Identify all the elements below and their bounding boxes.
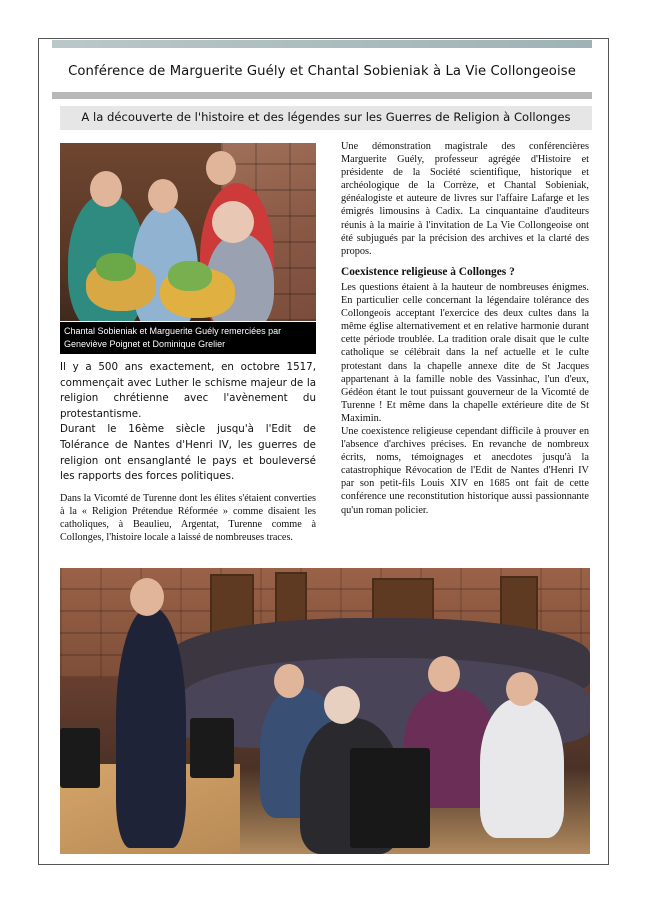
- title-rule: [52, 92, 592, 99]
- chair: [60, 728, 100, 788]
- intro-text: [60, 360, 316, 485]
- person-head: [212, 201, 254, 243]
- chair: [190, 718, 234, 778]
- person-head: [206, 151, 236, 185]
- chair: [350, 748, 430, 848]
- right-paragraph-3: Une coexistence religieuse cependant difficile à prouver en l'absence d'archives précises. En revanche de nombreux écrits, noms, témoignages et anecdotes jusqu'à la catastrophique Révocation de l'Edit de Nantes d'Henri IV par son petit-fils Louis XIV en 1685 ont fait de cette conférence une reconstitution historique aussi passionnante qu'un roman policier.: [341, 425, 589, 516]
- bouquet-flowers: [96, 253, 136, 281]
- person-head: [324, 686, 360, 724]
- section-heading: Coexistence religieuse à Collonges ?: [341, 265, 515, 278]
- person-head: [274, 664, 304, 698]
- speaker-standing: [116, 608, 186, 848]
- wooden-door: [372, 578, 434, 622]
- right-column: [341, 140, 589, 517]
- article-subtitle: A la découverte de l'histoire et des légendes sur les Guerres de Religion à Collonges: [60, 106, 592, 130]
- left-paragraph: Dans la Vicomté de Turenne dont les élites s'étaient converties à la « Religion Prétendue Réformée » comme disaient les catholiques, à Beaulieu, Argentat, Turenne comme à Collonges, l'histoire locale a laissé de nombreuses traces.: [60, 493, 316, 543]
- photo-audience: [60, 568, 590, 854]
- intro-paragraph-1: Il y a 500 ans exactement, en octobre 1517, commençait avec Luther le schisme majeur de la religion chrétienne avec l'avènement du protestantisme.: [60, 361, 316, 420]
- photo-speakers: [60, 143, 316, 321]
- top-decor-bar: [52, 40, 592, 48]
- intro-paragraph-2: Durant le 16ème siècle jusqu'à l'Edit de Tolérance de Nantes d'Henri IV, les guerres de religion ont ensanglanté le pays et bouleversé les rapports des forces politiques.: [60, 423, 316, 483]
- person-head: [148, 179, 178, 213]
- person-head: [90, 171, 122, 207]
- person-head: [428, 656, 460, 692]
- bouquet-flowers: [168, 261, 212, 291]
- person-head: [506, 672, 538, 706]
- right-paragraph-1: Une démonstration magistrale des conférencières Marguerite Guély, professeur agrégée d'Histoire et présidente de la Société scientifique, historique et archéologique de la Corrèze, et Chantal Sobieniak, généalogiste et auteure de livres sur l'affaire Lafarge et les émigrés limousins à Cadix. La cinquantaine d'auditeurs réunis à la mairie à l'invitation de La Vie Collongeoise ont été subjugués par la précision des archives et la clarté des propos.: [341, 141, 589, 257]
- article-title: Conférence de Marguerite Guély et Chantal Sobieniak à La Vie Collongeoise: [68, 64, 576, 79]
- photo-caption: Chantal Sobieniak et Marguerite Guély remerciées par Geneviève Poignet et Dominique Grelier: [60, 322, 316, 354]
- person-front-white: [480, 698, 564, 838]
- right-paragraph-2: Les questions étaient à la hauteur de nombreuses énigmes. En particulier celle concernant la légendaire tolérance des Collongeois acceptant l'exercice des deux cultes dans la même église alternativement et en relative harmonie durant cette période troublée. La tradition orale disait que le culte catholique se célébrait dans la nef actuelle et le culte protestant dans la chapelle annexe dite de St Jacques appartenant à la famille noble des Vassinhac, l'un d'eux, Gédéon étant le tout puissant gouverneur de la Vicomté de Turenne ! Et même dans la chapelle extérieure dite de St Maximin.: [341, 281, 589, 424]
- speaker-head: [130, 578, 164, 616]
